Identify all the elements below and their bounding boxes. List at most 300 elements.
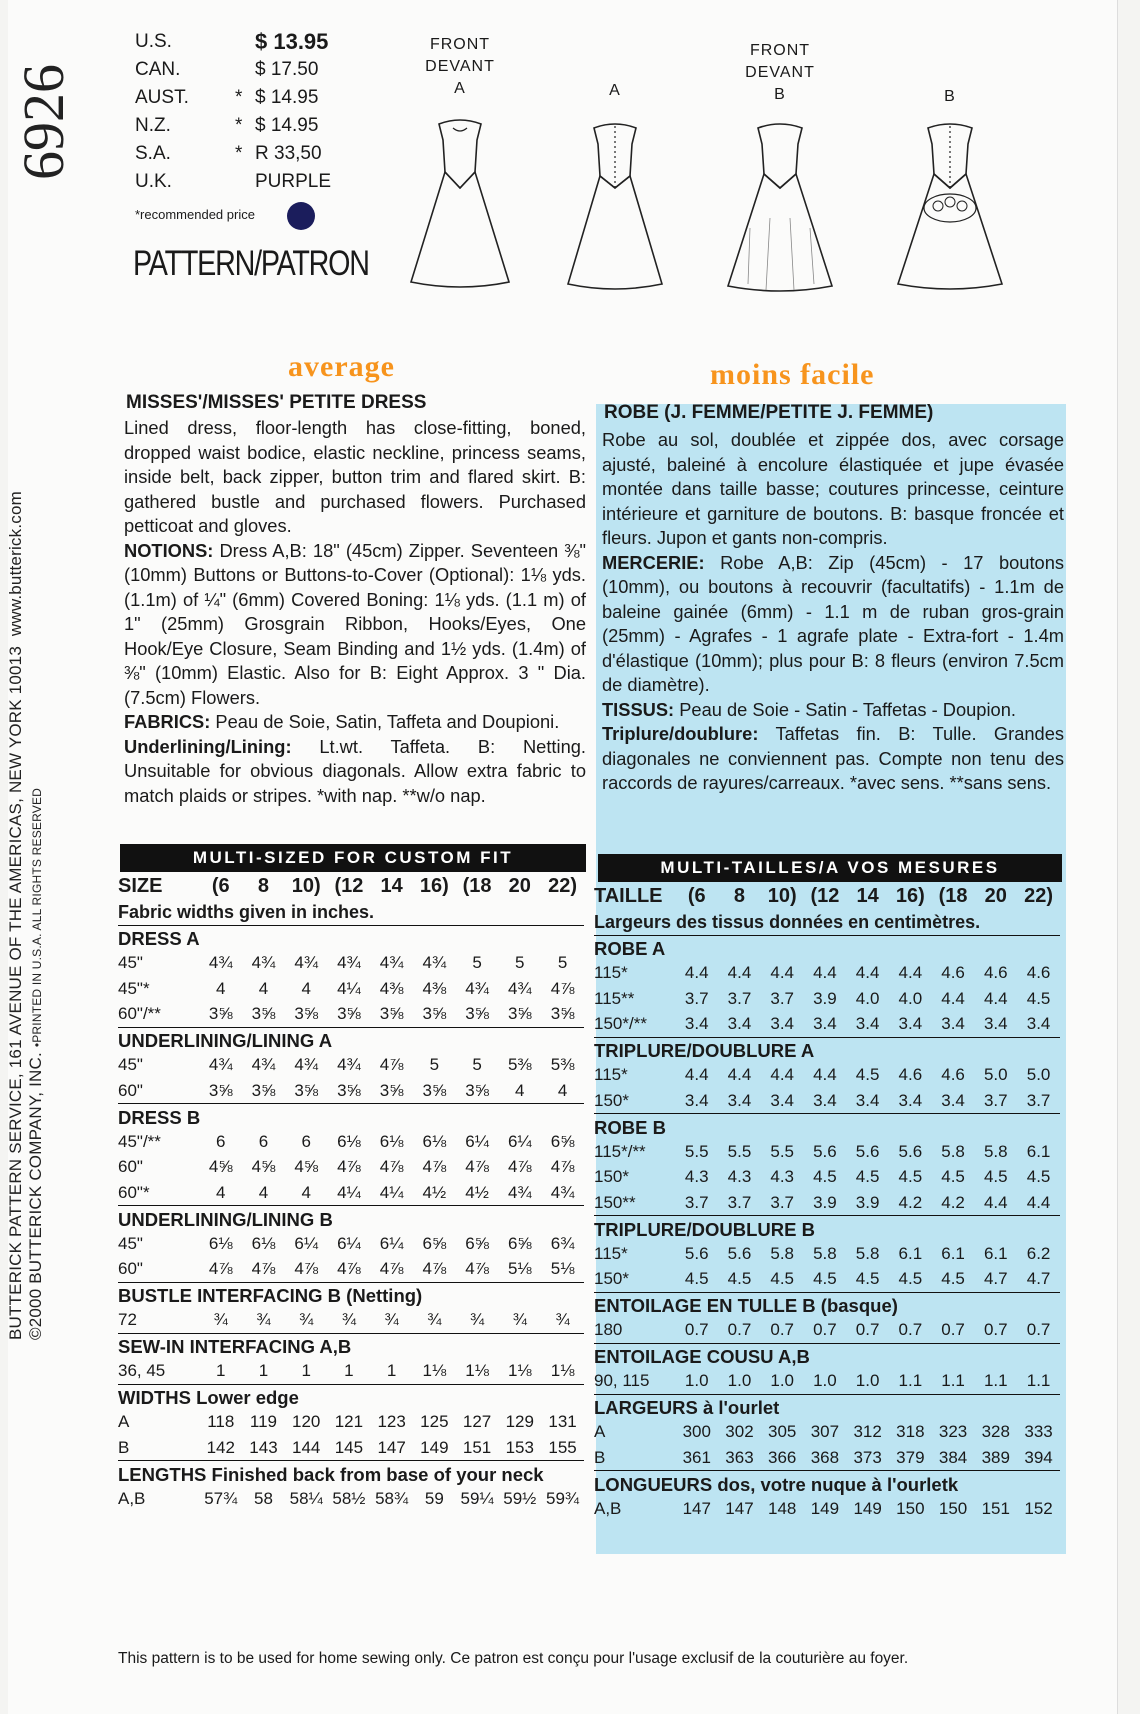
- table-cell: 155: [548, 1437, 577, 1457]
- table-cell: 4¾: [379, 953, 404, 973]
- table-cell: 4.4: [684, 963, 709, 983]
- table-cell: 4⅞: [251, 1259, 276, 1278]
- size-bar-fr: MULTI-TAILLES/A VOS MESURES: [598, 854, 1062, 882]
- yardage-table-fr: [594, 884, 1060, 1522]
- table-cell: 5⅛: [507, 1259, 532, 1278]
- row-key: B: [594, 1447, 606, 1467]
- table-cell: 4.0: [855, 988, 880, 1008]
- table-cell: 1.0: [855, 1371, 880, 1390]
- table-cell: 4.6: [941, 963, 965, 983]
- section-row: [594, 935, 1060, 961]
- row-key: 72: [118, 1310, 137, 1329]
- size-cell: 22): [548, 875, 578, 898]
- table-cell: 323: [938, 1422, 968, 1442]
- table-cell: 4¾: [465, 978, 489, 998]
- table-cell: 4¾: [507, 978, 532, 998]
- table-cell: 373: [853, 1447, 882, 1467]
- table-cell: 3⅝: [422, 1004, 447, 1023]
- size-cell: 10): [767, 885, 797, 908]
- table-cell: 5⅜: [507, 1055, 532, 1075]
- table-cell: 1: [301, 1361, 311, 1380]
- table-cell: 6.2: [1026, 1243, 1051, 1263]
- table-cell: 4⅜: [379, 978, 404, 998]
- table-row: [118, 951, 584, 977]
- table-cell: 59½: [503, 1488, 537, 1508]
- table-cell: 4⅜: [422, 978, 447, 998]
- table-cell: 4⅝: [251, 1157, 276, 1177]
- price-value: PURPLE: [255, 171, 332, 192]
- table-cell: 300: [682, 1422, 711, 1442]
- table-cell: 123: [377, 1412, 406, 1432]
- table-cell: 6⅛: [251, 1233, 276, 1253]
- notions-label-en: NOTIONS:: [124, 539, 214, 561]
- table-cell: 59: [424, 1488, 444, 1508]
- difficulty-level-en: average: [288, 350, 395, 383]
- table-cell: 3.4: [941, 1090, 965, 1110]
- section-title: TRIPLURE/DOUBLURE A: [594, 1037, 1060, 1063]
- table-row: [594, 1369, 1060, 1395]
- table-cell: 3.4: [1026, 1014, 1051, 1033]
- row-key: 45"*: [118, 978, 150, 998]
- table-cell: 4⅞: [507, 1157, 532, 1177]
- table-cell: 3⅝: [337, 1080, 361, 1100]
- table-cell: ¾: [213, 1310, 228, 1329]
- table-cell: 4¾: [208, 953, 233, 973]
- table-cell: 147: [682, 1498, 711, 1518]
- row-key: 115*: [594, 963, 628, 983]
- table-cell: 57¾: [204, 1488, 238, 1508]
- table-cell: 5.8: [983, 1141, 1008, 1161]
- table-cell: 4.5: [813, 1269, 837, 1288]
- section-row: [594, 1394, 1060, 1420]
- recommended-note: *recommended price: [135, 207, 255, 222]
- table-cell: 1: [344, 1361, 354, 1380]
- table-cell: 131: [548, 1412, 577, 1432]
- description-fr: [602, 428, 1064, 796]
- size-cell: (18: [938, 885, 968, 908]
- table-row: [118, 1359, 584, 1385]
- size-label: SIZE: [118, 875, 163, 898]
- table-cell: 4.4: [727, 963, 752, 983]
- table-cell: 4⅞: [337, 1157, 361, 1177]
- table-cell: 4.4: [727, 1065, 752, 1085]
- size-cell: (6: [211, 875, 230, 898]
- table-cell: 4.4: [813, 1065, 837, 1085]
- table-cell: 143: [249, 1437, 278, 1457]
- table-cell: 6¼: [507, 1131, 532, 1151]
- table-cell: 305: [768, 1422, 797, 1442]
- table-cell: 1⅛: [422, 1361, 447, 1380]
- lining-label-fr: Triplure/doublure:: [602, 723, 759, 744]
- fabrics-text-fr: Peau de Soie - Satin - Taffetas - Doupion.: [679, 698, 1016, 720]
- table-cell: 3.4: [941, 1014, 965, 1033]
- table-cell: 1.0: [727, 1371, 752, 1390]
- dress-front-a-illustration: [405, 100, 515, 290]
- table-cell: 5: [515, 953, 525, 973]
- table-row: [118, 1002, 584, 1028]
- table-cell: 3⅝: [208, 1080, 233, 1100]
- table-cell: 4.5: [855, 1065, 880, 1085]
- table-cell: 4⅞: [465, 1157, 489, 1177]
- row-key: 115*: [594, 1243, 628, 1263]
- fabrics-label-fr: TISSUS:: [602, 698, 675, 720]
- table-cell: 4½: [422, 1182, 447, 1202]
- table-cell: 149: [810, 1498, 840, 1518]
- row-key: 115**: [594, 988, 635, 1008]
- table-row: [118, 1231, 584, 1257]
- section-row: [594, 1343, 1060, 1369]
- table-cell: 5.8: [770, 1243, 794, 1263]
- table-cell: 4.3: [684, 1167, 709, 1187]
- row-key: 150*: [594, 1269, 629, 1288]
- website: www.butterick.com: [6, 491, 25, 637]
- table-cell: 0.7: [813, 1320, 837, 1339]
- table-row: [118, 1308, 584, 1334]
- table-cell: ¾: [256, 1310, 271, 1329]
- table-cell: 4.5: [1026, 1167, 1051, 1187]
- table-cell: ¾: [341, 1310, 356, 1329]
- table-row: [594, 1496, 1060, 1522]
- table-cell: 151: [462, 1437, 492, 1457]
- table-cell: 4: [258, 1182, 269, 1202]
- table-cell: 1.1: [983, 1371, 1008, 1390]
- table-cell: 3.7: [770, 988, 794, 1008]
- table-cell: 5: [429, 1055, 440, 1075]
- table-row: [118, 1410, 584, 1436]
- table-cell: 5⅜: [550, 1055, 575, 1075]
- table-cell: 149: [420, 1437, 449, 1457]
- table-row: [118, 1257, 584, 1283]
- table-cell: 3⅝: [379, 1004, 404, 1023]
- table-cell: 125: [420, 1412, 449, 1432]
- price-country: S.A.: [135, 143, 171, 164]
- price-country: AUST.: [135, 87, 189, 108]
- row-key: 150*: [594, 1167, 629, 1187]
- price-row: [135, 84, 355, 112]
- table-cell: 1⅛: [507, 1361, 532, 1380]
- table-cell: 58½: [332, 1488, 366, 1508]
- table-row: [594, 1190, 1060, 1216]
- difficulty-level-fr: moins facile: [710, 358, 875, 391]
- table-row: [118, 1129, 584, 1155]
- price-row: [135, 112, 355, 140]
- table-row: [118, 1078, 584, 1104]
- table-cell: 6: [258, 1131, 269, 1151]
- table-cell: 4⅞: [208, 1259, 233, 1278]
- table-cell: 4.4: [684, 1065, 709, 1085]
- table-row: [594, 1318, 1060, 1344]
- table-cell: 3⅝: [294, 1004, 318, 1023]
- table-cell: 4⅞: [465, 1259, 489, 1278]
- table-cell: 318: [896, 1422, 925, 1442]
- row-key: 180: [594, 1320, 623, 1339]
- table-cell: 3.7: [770, 1192, 794, 1212]
- table-cell: 120: [292, 1412, 321, 1432]
- section-row: [118, 1384, 584, 1410]
- table-cell: 6⅝: [465, 1233, 489, 1253]
- table-cell: 6¼: [337, 1233, 361, 1253]
- table-cell: 4: [557, 1080, 568, 1100]
- size-cell: (18: [462, 875, 492, 898]
- table-row: [594, 1241, 1060, 1267]
- section-row: [118, 1206, 584, 1232]
- section-row: [594, 1037, 1060, 1063]
- table-cell: 3.9: [813, 988, 837, 1008]
- table-cell: 153: [505, 1437, 534, 1457]
- row-key: A: [594, 1422, 606, 1442]
- lining-text-en: Lt.wt. Taffeta. B: Netting. Unsuitable for obvious diagonals. Allow extra fabric to match plaids or stripes. *with nap. **w/o nap.: [124, 735, 586, 806]
- table-cell: 4¾: [251, 953, 276, 973]
- size-cell: 16): [895, 885, 925, 908]
- table-cell: 58¾: [375, 1488, 409, 1508]
- table-cell: 5.6: [684, 1243, 709, 1263]
- table-cell: 4⅞: [379, 1055, 404, 1075]
- table-cell: 3⅝: [251, 1080, 276, 1100]
- table-row: [594, 986, 1060, 1012]
- title-fr: ROBE (J. FEMME/PETITE J. FEMME): [604, 402, 934, 423]
- table-cell: 361: [682, 1447, 711, 1467]
- table-cell: 5.8: [855, 1243, 880, 1263]
- table-cell: 3.4: [855, 1090, 880, 1110]
- table-cell: 4.6: [1026, 963, 1051, 983]
- table-cell: 3.7: [684, 1192, 709, 1212]
- table-cell: 3.4: [813, 1014, 837, 1033]
- table-cell: 379: [896, 1447, 925, 1467]
- table-cell: 3⅝: [550, 1004, 575, 1023]
- size-cell: 8: [257, 875, 270, 898]
- dress-front-b-illustration: [720, 108, 840, 293]
- table-cell: 4¼: [379, 1182, 404, 1202]
- table-row: [118, 976, 584, 1002]
- pattern-number: 6926: [11, 64, 76, 180]
- table-cell: 4⅞: [550, 978, 575, 998]
- table-cell: 4⅝: [294, 1157, 318, 1177]
- section-row: [118, 1333, 584, 1359]
- table-row: [118, 1435, 584, 1461]
- table-cell: 5.0: [1026, 1065, 1051, 1085]
- table-cell: 6⅝: [422, 1233, 447, 1253]
- size-cell: 8: [733, 885, 746, 908]
- table-cell: 4¾: [507, 1182, 532, 1202]
- size-cell: 20: [508, 875, 531, 898]
- table-cell: 1: [386, 1361, 397, 1380]
- widths-note-row: [594, 910, 1060, 936]
- row-key: 60"*: [118, 1182, 150, 1202]
- section-row: [118, 1282, 584, 1308]
- table-cell: 4.5: [941, 1167, 965, 1187]
- table-cell: 6: [216, 1131, 226, 1151]
- size-cell: 20: [984, 885, 1007, 908]
- table-cell: 4⅝: [208, 1157, 233, 1177]
- table-cell: 127: [462, 1412, 492, 1432]
- section-title: TRIPLURE/DOUBLURE B: [594, 1216, 1060, 1242]
- table-row: [594, 1063, 1060, 1089]
- table-cell: ¾: [555, 1310, 570, 1329]
- table-cell: 1.0: [813, 1371, 837, 1390]
- table-cell: 4: [258, 978, 269, 998]
- table-cell: 6⅝: [550, 1131, 575, 1151]
- table-cell: 5.6: [727, 1243, 752, 1263]
- table-cell: 3.4: [684, 1090, 709, 1110]
- table-cell: 0.7: [941, 1320, 965, 1339]
- table-row: [118, 1053, 584, 1079]
- widths-note: Largeurs des tissus données en centimètres.: [594, 911, 981, 932]
- description-text-fr: Robe au sol, doublée et zippée dos, avec corsage ajusté, baleiné à encolure élastiquée et jupe évasée montée dans taille basse; coutures princesse, ceinture intérieure et garniture de boutons. B: basque froncée et fleurs. Jupon et gants non-compris.: [602, 429, 1064, 548]
- table-cell: 5.5: [727, 1141, 752, 1161]
- table-cell: 129: [505, 1412, 534, 1432]
- table-cell: 4.5: [813, 1167, 837, 1187]
- table-cell: 144: [292, 1437, 321, 1457]
- table-cell: 333: [1024, 1422, 1053, 1442]
- table-cell: 3⅝: [379, 1080, 404, 1100]
- table-cell: 4.7: [983, 1269, 1008, 1288]
- price-value: R 33,50: [255, 143, 322, 164]
- table-cell: 4¾: [550, 1182, 575, 1202]
- table-cell: 3.7: [983, 1090, 1008, 1110]
- color-dot: [287, 202, 315, 230]
- table-cell: 0.7: [684, 1320, 709, 1339]
- size-header-row: [118, 874, 584, 900]
- table-cell: 0.7: [1026, 1320, 1051, 1339]
- table-cell: 5.6: [855, 1141, 880, 1161]
- table-cell: 3⅝: [294, 1080, 318, 1100]
- size-header-row: [594, 884, 1060, 910]
- price-mark: *: [235, 87, 243, 108]
- table-cell: 4⅞: [422, 1157, 447, 1177]
- price-row: [135, 140, 355, 168]
- fabrics-text-en: Peau de Soie, Satin, Taffeta and Doupioni.: [215, 711, 560, 732]
- table-cell: 58¼: [289, 1488, 323, 1508]
- table-cell: 6⅛: [379, 1131, 404, 1151]
- section-title: DRESS A: [118, 925, 584, 951]
- table-cell: 152: [1024, 1498, 1053, 1518]
- table-cell: 4.3: [770, 1167, 794, 1187]
- table-cell: 4.4: [941, 988, 965, 1008]
- widths-note-row: [118, 900, 584, 926]
- table-cell: 4.2: [898, 1192, 923, 1212]
- copyright-line: ©2000 BUTTERICK COMPANY, INC.: [26, 1052, 45, 1340]
- size-cell: (12: [810, 885, 840, 908]
- table-cell: 4¾: [294, 1055, 318, 1075]
- notions-label-fr: MERCERIE:: [602, 551, 705, 573]
- view-label-back-b: B: [944, 88, 956, 105]
- table-cell: 4¾: [251, 1055, 276, 1075]
- table-cell: 6⅛: [422, 1131, 447, 1151]
- notions-text-fr: Robe A,B: Zip (45cm) - 17 boutons (10mm), ou boutons à recouvrir (facultatifs) - 1.1m de baleine gainée (6mm) - 1.1 m de ruban gros-grain (25mm) - Agrafes - 1 agrafe plate - Extra-fort - 1.4m d'élastique (10mm); plus pour B: 8 fleurs (environ 7.5cm de diamètre).: [602, 551, 1064, 695]
- table-cell: 6⅛: [337, 1131, 361, 1151]
- dress-back-a-illustration: [560, 112, 670, 292]
- table-cell: 4.4: [770, 963, 794, 983]
- table-cell: 121: [334, 1412, 364, 1432]
- table-cell: 4⅞: [337, 1259, 361, 1278]
- table-cell: 363: [725, 1447, 754, 1467]
- table-cell: 145: [334, 1437, 364, 1457]
- view-label-back-a: A: [609, 82, 621, 99]
- table-cell: 307: [810, 1422, 840, 1442]
- table-cell: 147: [725, 1498, 754, 1518]
- table-cell: 59¼: [460, 1488, 494, 1508]
- section-title: LONGUEURS dos, votre nuque à l'ourletk: [594, 1471, 1060, 1497]
- publisher-sideline: [6, 491, 46, 1340]
- table-cell: 3.4: [727, 1090, 752, 1110]
- size-cell: 14: [856, 885, 879, 908]
- table-cell: 3⅝: [251, 1004, 276, 1023]
- table-cell: 4.5: [983, 1167, 1008, 1187]
- table-cell: 150: [896, 1498, 925, 1518]
- table-cell: ¾: [299, 1310, 314, 1329]
- row-key: 45": [118, 1055, 143, 1075]
- price-value: $ 14.95: [255, 115, 319, 136]
- table-cell: 6: [301, 1131, 311, 1151]
- table-cell: 6⅝: [507, 1233, 532, 1253]
- table-cell: 4.4: [983, 1192, 1008, 1212]
- row-key: 115*: [594, 1065, 628, 1085]
- section-row: [118, 1104, 584, 1130]
- section-title: SEW-IN INTERFACING A,B: [118, 1333, 584, 1359]
- lining-text-fr: Taffetas fin. B: Tulle. Grandes diagonales ne conviennent pas. Compte non tenu des raccords de rayures/carreaux. *avec sens. **sans sens.: [602, 723, 1065, 793]
- table-cell: 6.1: [941, 1243, 965, 1263]
- table-cell: 3.7: [684, 988, 709, 1008]
- table-cell: 4⅞: [422, 1259, 447, 1278]
- section-title: BUSTLE INTERFACING B (Netting): [118, 1282, 584, 1308]
- table-cell: 147: [377, 1437, 406, 1457]
- home-sewing-note: This pattern is to be used for home sewing only. Ce patron est conçu pour l'usage exclusif de la couturière au foyer.: [118, 1650, 909, 1667]
- table-cell: 5.6: [898, 1141, 923, 1161]
- table-cell: 4.5: [898, 1269, 923, 1288]
- row-key: 60": [118, 1157, 143, 1177]
- price-mark: *: [235, 143, 243, 164]
- row-key: A,B: [118, 1488, 146, 1508]
- table-cell: 142: [206, 1437, 235, 1457]
- table-cell: 5.5: [684, 1141, 709, 1161]
- table-cell: 4.5: [727, 1269, 752, 1288]
- table-cell: 1.1: [941, 1371, 965, 1390]
- table-cell: 6.1: [983, 1243, 1008, 1263]
- table-cell: 1⅛: [550, 1361, 575, 1380]
- table-cell: 5: [557, 953, 568, 973]
- size-cell: 14: [380, 875, 403, 898]
- table-cell: 4: [216, 978, 226, 998]
- section-title: LENGTHS Finished back from base of your neck: [118, 1461, 584, 1487]
- table-cell: 4⅞: [550, 1157, 575, 1177]
- row-key: 90, 115: [594, 1371, 650, 1390]
- price-list: [135, 28, 355, 196]
- description-text-en: Lined dress, floor-length has close-fitting, boned, dropped waist bodice, elastic neckline, princess seams, inside belt, back zipper, button trim and flared skirt. B: gathered bustle and purchased flowers. Purchased petticoat and gloves.: [124, 417, 586, 536]
- table-cell: ¾: [427, 1310, 442, 1329]
- table-cell: 368: [810, 1447, 840, 1467]
- table-row: [118, 1486, 584, 1512]
- table-cell: 3.4: [898, 1090, 923, 1110]
- row-key: 150*/**: [594, 1014, 647, 1033]
- table-cell: 4⅞: [294, 1259, 318, 1278]
- table-cell: 3⅝: [208, 1004, 233, 1023]
- section-title: ENTOILAGE COUSU A,B: [594, 1343, 1060, 1369]
- section-row: [594, 1216, 1060, 1242]
- section-row: [118, 1027, 584, 1053]
- row-key: A: [118, 1412, 130, 1432]
- section-row: [118, 925, 584, 951]
- table-cell: 5: [472, 953, 482, 973]
- table-cell: 4⅞: [379, 1157, 404, 1177]
- row-key: 60"/**: [118, 1004, 161, 1023]
- table-cell: 6.1: [898, 1243, 923, 1263]
- price-row: [135, 168, 355, 196]
- table-cell: 3⅝: [465, 1080, 489, 1100]
- table-cell: 4¾: [294, 953, 318, 973]
- table-cell: 3.4: [684, 1014, 709, 1033]
- table-cell: 4.4: [770, 1065, 794, 1085]
- table-cell: 394: [1024, 1447, 1053, 1467]
